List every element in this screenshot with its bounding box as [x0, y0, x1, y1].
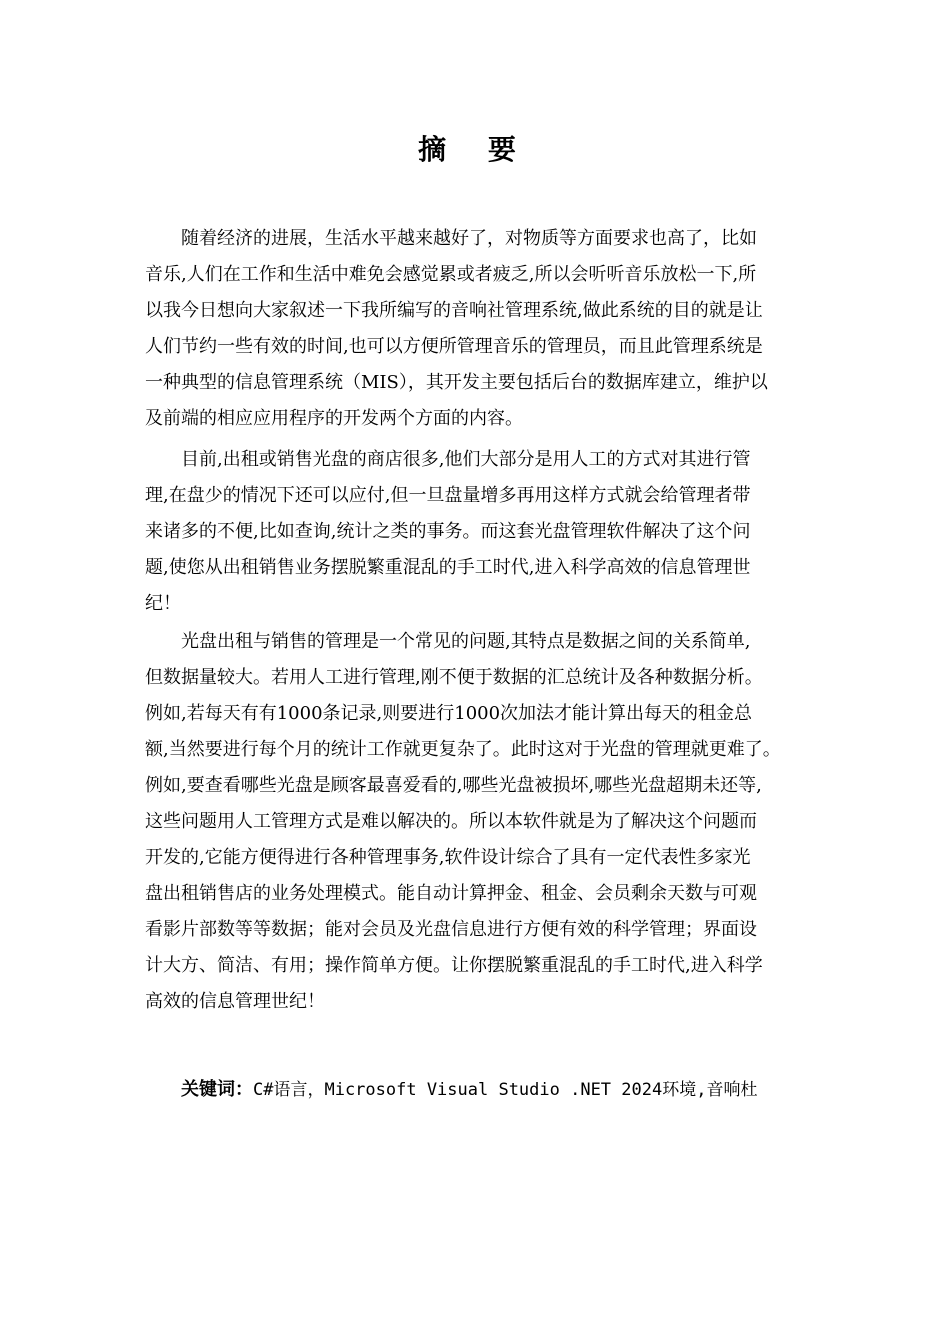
paragraph-2-line-4: 题,使您从出租销售业务摆脱繁重混乱的手工时代,进入科学高效的信息管理世 [145, 557, 751, 578]
keywords-line [181, 1077, 757, 1103]
paragraph-3-line-11: 高效的信息管理世纪！ [145, 991, 325, 1012]
paragraph-1-line-5: 一种典型的信息管理系统（MIS），其开发主要包括后台的数据库建立，维护以 [145, 372, 768, 393]
page-title: 摘 要 [418, 133, 532, 166]
paragraph-2-line-3: 来诸多的不便,比如查询,统计之类的事务。而这套光盘管理软件解决了这个问 [145, 521, 751, 542]
paragraph-3-line-9: 看影片部数等等数据；能对会员及光盘信息进行方便有效的科学管理；界面设 [145, 919, 757, 940]
paragraph-1-line-6: 及前端的相应应用程序的开发两个方面的内容。 [145, 408, 523, 429]
paragraph-3-line-7: 开发的,它能方便得进行各种管理事务,软件设计综合了具有一定代表性多家光 [145, 847, 751, 868]
paragraph-2-line-5: 纪！ [145, 593, 181, 614]
paragraph-2-line-1: 目前,出租或销售光盘的商店很多,他们大部分是用人工的方式对其进行管 [181, 449, 751, 470]
paragraph-3-line-8: 盘出租销售店的业务处理模式。能自动计算押金、租金、会员剩余天数与可观 [145, 883, 757, 904]
paragraph-3-line-4: 额,当然要进行每个月的统计工作就更复杂了。此时这对于光盘的管理就更难了。 [145, 739, 781, 760]
keywords-value: C#语言，Microsoft Visual Studio .NET 2024环境,音响杜 [253, 1080, 758, 1100]
keywords-label: 关键词： [181, 1079, 253, 1100]
paragraph-2-line-2: 理,在盘少的情况下还可以应付,但一旦盘量增多再用这样方式就会给管理者带 [145, 485, 751, 506]
paragraph-3-line-3: 例如,若每天有有1000条记录,则要进行1000次加法才能计算出每天的租金总 [145, 703, 753, 724]
paragraph-1-line-4: 人们节约一些有效的时间,也可以方便所管理音乐的管理员，而且此管理系统是 [145, 336, 763, 357]
paragraph-3-line-2: 但数据量较大。若用人工进行管理,刚不便于数据的汇总统计及各种数据分析。 [145, 667, 763, 688]
paragraph-3-line-6: 这些问题用人工管理方式是难以解决的。所以本软件就是为了解决这个问题而 [145, 811, 757, 832]
paragraph-1-line-1: 随着经济的进展，生活水平越来越好了，对物质等方面要求也高了，比如 [181, 228, 757, 249]
paragraph-3-line-5: 例如,要查看哪些光盘是顾客最喜爱看的,哪些光盘被损坏,哪些光盘超期未还等, [145, 775, 762, 796]
paragraph-3-line-10: 计大方、简洁、有用；操作简单方便。让你摆脱繁重混乱的手工时代,进入科学 [145, 955, 763, 976]
paragraph-1-line-3: 以我今日想向大家叙述一下我所编写的音响社管理系统,做此系统的目的就是让 [145, 300, 763, 321]
paragraph-3-line-1: 光盘出租与销售的管理是一个常见的问题,其特点是数据之间的关系简单, [181, 631, 751, 652]
paragraph-1-line-2: 音乐,人们在工作和生活中难免会感觉累或者疲乏,所以会听听音乐放松一下,所 [145, 264, 757, 285]
